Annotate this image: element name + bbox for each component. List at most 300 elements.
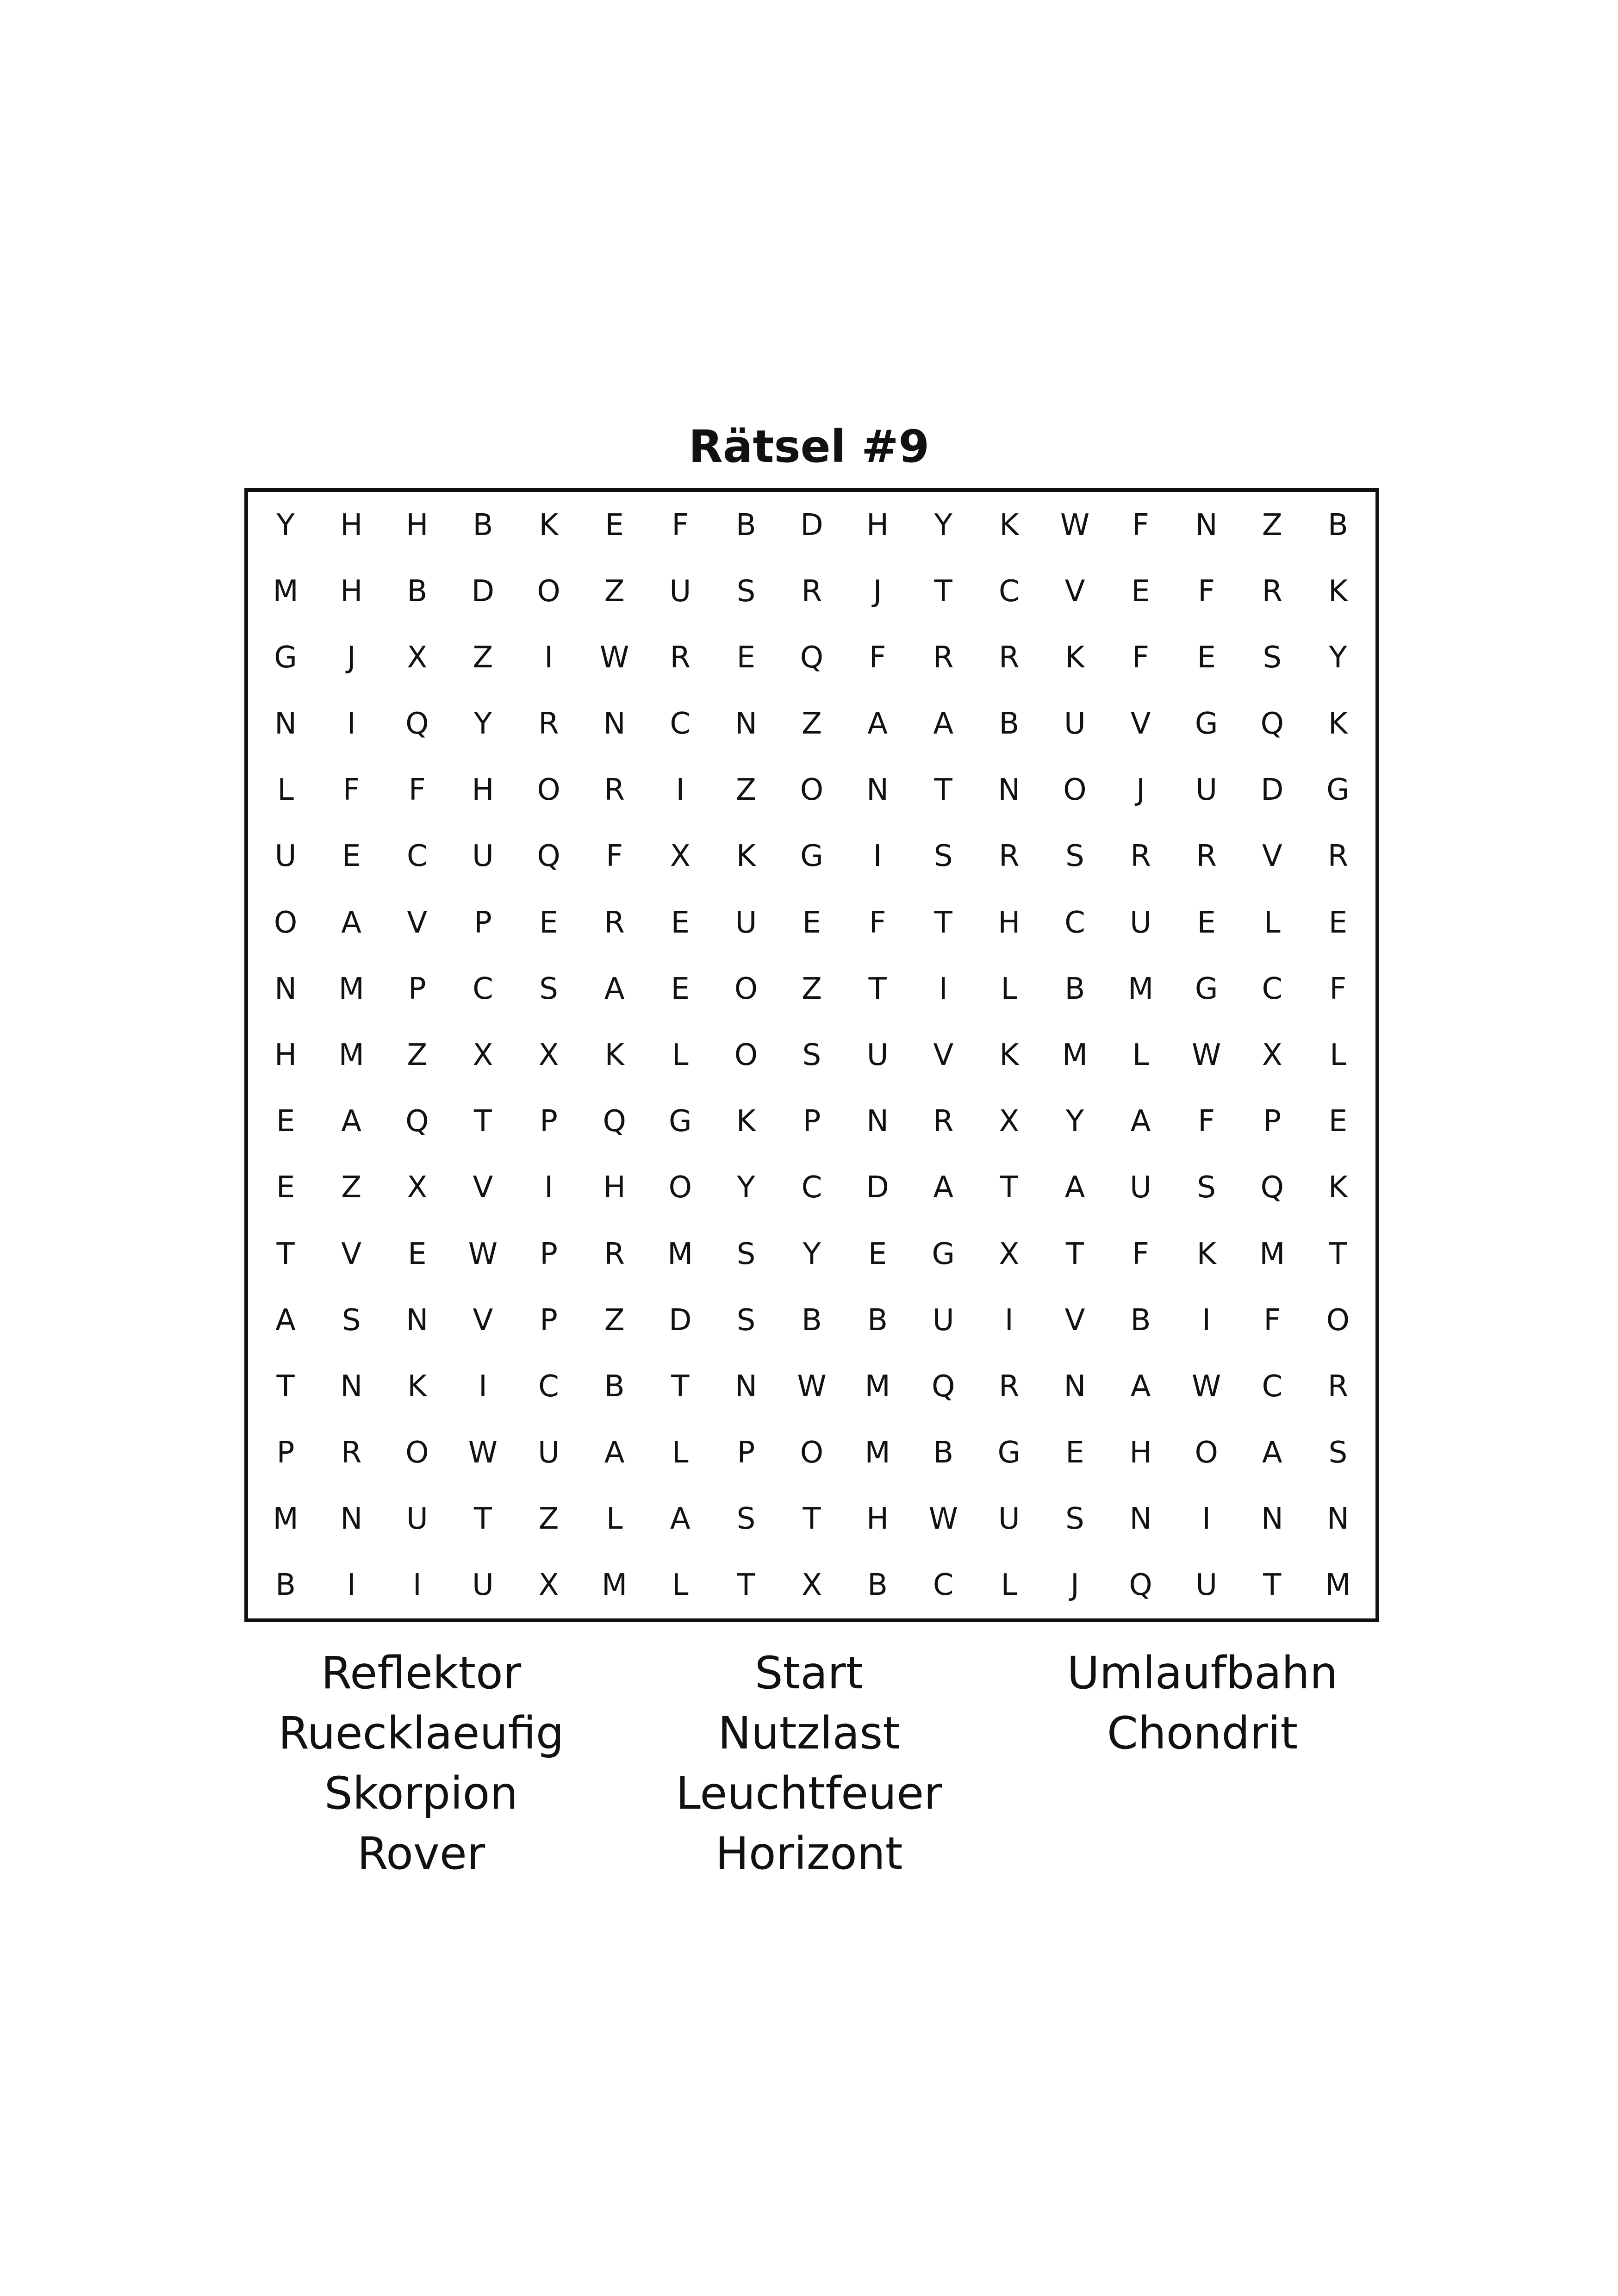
grid-cell: Q [1260,707,1284,741]
grid-cell: S [736,1237,756,1271]
grid-cell: Q [405,1104,429,1139]
grid-cell: R [999,1369,1020,1404]
grid-cell: E [1197,640,1216,675]
grid-cell: U [1130,905,1151,940]
grid-cell: C [670,707,691,741]
grid-cell: B [407,574,428,609]
grid-cell: B [933,1436,954,1470]
grid-cell: T [934,773,952,808]
grid-cell: F [1132,640,1149,675]
grid-cell: U [472,1568,494,1603]
grid-cell: F [342,773,360,808]
grid-cell: Q [603,1104,626,1139]
word-item: Nutzlast [718,1707,900,1759]
grid-cell: V [407,905,428,940]
word-item: Rover [357,1828,485,1879]
grid-cell: M [1127,971,1154,1006]
grid-cell: T [276,1369,295,1404]
grid-cell: Z [473,640,493,675]
grid-cell: I [544,640,553,675]
grid-cell: Q [405,707,429,741]
grid-cell: N [866,1104,889,1139]
grid-cell: N [340,1502,363,1537]
grid-cell: M [338,1038,364,1072]
grid-cell: T [671,1369,690,1404]
grid-cell: W [1192,1038,1221,1072]
grid-cell: D [1261,773,1284,808]
grid-cell: O [405,1436,429,1470]
grid-cell: T [1000,1170,1018,1205]
grid-cell: H [472,773,494,808]
grid-cell: X [802,1568,822,1603]
grid-cell: R [538,707,559,741]
grid-cell: P [737,1436,755,1470]
grid-cell: K [539,508,559,542]
grid-cell: W [1060,508,1090,542]
grid-cell: U [932,1303,954,1338]
grid-cell: I [1004,1303,1014,1338]
grid-cell: E [802,905,821,940]
grid-cell: R [933,640,954,675]
grid-cell: B [1327,508,1348,542]
grid-cell: K [999,1038,1019,1072]
grid-cell: V [1130,707,1151,741]
grid-cell: I [939,971,948,1006]
grid-cell: W [797,1369,827,1404]
grid-cell: T [737,1568,755,1603]
grid-cell: H [274,1038,297,1072]
grid-cell: C [801,1170,822,1205]
grid-cell: E [1328,905,1348,940]
grid-cell: A [670,1502,691,1537]
grid-cell: A [341,1104,362,1139]
grid-cell: A [1130,1369,1151,1404]
grid-cell: B [604,1369,625,1404]
grid-cell: R [1196,839,1217,874]
grid-cell: H [340,508,363,542]
grid-cell: A [275,1303,296,1338]
grid-cell: R [999,839,1020,874]
grid-cell: N [603,707,626,741]
grid-cell: R [1327,839,1349,874]
grid-cell: Q [1260,1170,1284,1205]
grid-cell: P [474,905,492,940]
grid-cell: N [998,773,1021,808]
grid-cell: U [998,1502,1020,1537]
grid-cell: A [1064,1170,1085,1205]
grid-cell: S [736,1502,756,1537]
grid-cell: U [1130,1170,1151,1205]
grid-cell: W [1192,1369,1221,1404]
grid-cell: Z [802,971,822,1006]
grid-cell: F [1263,1303,1281,1338]
grid-cell: X [538,1038,559,1072]
grid-cell: A [604,971,625,1006]
grid-cell: F [606,839,623,874]
grid-cell: U [1195,773,1218,808]
grid-cell: Y [276,508,295,542]
grid-cell: U [274,839,297,874]
word-item: Start [754,1647,864,1699]
grid-cell: C [1262,1369,1283,1404]
grid-cell: Q [1129,1568,1152,1603]
grid-cell: Z [407,1038,428,1072]
grid-cell: K [1328,574,1348,609]
grid-cell: E [1197,905,1216,940]
grid-cell: G [997,1436,1021,1470]
grid-cell: R [1327,1369,1349,1404]
grid-cell: H [603,1170,626,1205]
grid-cell: P [540,1104,558,1139]
grid-cell: B [275,1568,296,1603]
grid-cell: M [1259,1237,1285,1271]
grid-cell: J [873,574,882,609]
grid-cell: R [604,1237,625,1271]
word-item: Ruecklaeufig [278,1707,564,1759]
grid-cell: Y [737,1170,755,1205]
grid-cell: W [468,1436,498,1470]
grid-cell: V [1064,1303,1085,1338]
grid-cell: I [478,1369,487,1404]
grid-cell: U [472,839,494,874]
grid-cell: T [934,905,952,940]
grid-cell: S [736,574,756,609]
grid-cell: R [1130,839,1151,874]
grid-cell: A [341,905,362,940]
grid-cell: C [406,839,428,874]
grid-cell: Y [803,1237,821,1271]
grid-cell: Q [537,839,560,874]
grid-cell: Y [473,707,492,741]
grid-cell: X [407,1170,428,1205]
grid-cell: Z [604,1303,625,1338]
grid-cell: O [734,1038,758,1072]
grid-cell: I [412,1568,422,1603]
grid-cell: S [1263,640,1282,675]
grid-cell: I [347,707,356,741]
grid-cell: C [1064,905,1085,940]
grid-cell: O [734,971,758,1006]
grid-cell: T [1263,1568,1282,1603]
grid-cell: E [408,1237,427,1271]
grid-cell: S [1065,839,1084,874]
grid-cell: N [734,707,757,741]
grid-cell: C [1262,971,1283,1006]
grid-cell: E [671,971,690,1006]
grid-cell: F [869,640,886,675]
grid-cell: O [274,905,298,940]
grid-cell: F [672,508,689,542]
grid-cell: S [1328,1436,1348,1470]
grid-cell: T [803,1502,821,1537]
word-column-3 [994,1643,1411,1763]
grid-cell: A [1130,1104,1151,1139]
word-column-2 [601,1643,1017,1884]
grid-cell: Z [1262,508,1282,542]
grid-cell: A [1262,1436,1282,1470]
grid-cell: G [800,839,823,874]
grid-cell: L [1001,1568,1018,1603]
grid-cell: V [1064,574,1085,609]
grid-cell: K [736,1104,756,1139]
grid-cell: P [540,1303,558,1338]
letter-grid [244,488,1379,1622]
grid-cell: C [933,1568,954,1603]
grid-cell: H [340,574,363,609]
grid-cell: E [671,905,690,940]
grid-cell: O [800,773,824,808]
grid-cell: P [276,1436,295,1470]
grid-cell: X [538,1568,559,1603]
grid-cell: T [473,1502,492,1537]
grid-cell: M [1062,1038,1088,1072]
grid-cell: L [672,1568,689,1603]
grid-cell: G [1195,707,1218,741]
grid-cell: X [999,1104,1020,1139]
grid-cell: E [868,1237,887,1271]
word-item: Horizont [715,1828,903,1879]
grid-cell: G [1195,971,1218,1006]
grid-cell: V [473,1170,493,1205]
grid-cell: R [604,905,625,940]
grid-cell: K [736,839,756,874]
grid-cell: H [406,508,429,542]
grid-cell: T [1329,1237,1347,1271]
word-list [0,1643,1618,1884]
grid-cell: Z [735,773,756,808]
grid-cell: V [473,1303,493,1338]
grid-cell: S [342,1303,361,1338]
grid-cell: L [277,773,294,808]
grid-cell: F [1132,508,1149,542]
grid-cell: P [540,1237,558,1271]
grid-cell: K [1328,1170,1348,1205]
grid-cell: P [803,1104,821,1139]
grid-cell: O [1195,1436,1218,1470]
grid-cell: B [473,508,493,542]
grid-cell: D [471,574,495,609]
grid-cell: S [539,971,558,1006]
grid-cell: K [407,1369,427,1404]
grid-cell: A [604,1436,625,1470]
grid-cell: Q [932,1369,955,1404]
grid-cell: T [473,1104,492,1139]
grid-cell: L [1001,971,1018,1006]
grid-cell: W [928,1502,958,1537]
grid-cell: J [1136,773,1145,808]
grid-cell: N [1326,1502,1349,1537]
grid-cell: U [406,1502,428,1537]
grid-cell: S [1065,1502,1084,1537]
grid-cell: C [473,971,493,1006]
grid-cell: N [274,707,297,741]
grid-cell: U [669,574,691,609]
grid-cell: W [600,640,629,675]
grid-cell: F [1198,574,1215,609]
grid-cell: I [676,773,685,808]
grid-cell: F [1132,1237,1149,1271]
grid-cell: T [868,971,887,1006]
grid-cell: V [1262,839,1282,874]
grid-cell: E [276,1104,295,1139]
grid-cell: N [340,1369,363,1404]
word-item: Umlaufbahn [1067,1647,1338,1699]
grid-cell: E [1328,1104,1348,1139]
grid-cell: E [276,1170,295,1205]
grid-cell: M [273,574,299,609]
grid-cell: T [1065,1237,1084,1271]
grid-cell: E [605,508,624,542]
grid-cell: D [800,508,823,542]
grid-cell: C [999,574,1020,609]
grid-cell: F [1329,971,1347,1006]
word-item: Chondrit [1107,1707,1298,1759]
grid-cell: Y [1065,1104,1084,1139]
grid-cell: X [473,1038,493,1072]
grid-cell: U [1064,707,1086,741]
grid-cell: R [1262,574,1283,609]
grid-cell: L [1330,1038,1346,1072]
grid-cell: X [670,839,691,874]
grid-cell: K [1196,1237,1216,1271]
grid-cell: A [933,707,954,741]
grid-cell: Z [802,707,822,741]
grid-cell: L [606,1502,623,1537]
grid-cell: X [407,640,428,675]
grid-cell: N [1261,1502,1283,1537]
grid-cell: K [1328,707,1348,741]
grid-cell: B [867,1303,888,1338]
grid-cell: E [736,640,756,675]
grid-cell: O [537,574,560,609]
grid-cell: U [538,1436,560,1470]
grid-cell: P [1263,1104,1282,1139]
word-column-1 [213,1643,629,1884]
grid-cell: C [538,1369,559,1404]
grid-cell: N [1064,1369,1086,1404]
grid-cell: B [1064,971,1085,1006]
grid-cell: O [537,773,560,808]
word-item: Skorpion [324,1767,518,1819]
grid-cell: M [273,1502,299,1537]
grid-cell: R [999,640,1020,675]
grid-cell: E [539,905,558,940]
grid-cell: I [1202,1303,1211,1338]
grid-cell: D [866,1170,889,1205]
grid-cell: I [347,1568,356,1603]
grid-cell: N [866,773,889,808]
grid-cell: G [1326,773,1350,808]
word-item: Reflektor [321,1647,522,1699]
grid-cell: Y [1329,640,1347,675]
grid-cell: K [1065,640,1085,675]
grid-cell: G [932,1237,955,1271]
puzzle-title: Rätsel #9 [688,421,930,473]
grid-cell: M [667,1237,693,1271]
grid-cell: X [1262,1038,1282,1072]
grid-cell: O [1326,1303,1350,1338]
grid-cell: O [1063,773,1087,808]
grid-cell: W [468,1237,498,1271]
grid-cell: A [933,1170,954,1205]
grid-cell: I [1202,1502,1211,1537]
grid-cell: G [274,640,297,675]
grid-cell: Y [934,508,952,542]
grid-cell: R [801,574,822,609]
grid-cell: N [734,1369,757,1404]
grid-cell: M [865,1369,890,1404]
grid-cell: E [1131,574,1150,609]
grid-cell: S [802,1038,821,1072]
grid-cell: U [1195,1568,1218,1603]
grid-cell: I [873,839,882,874]
grid-cell: Z [341,1170,362,1205]
grid-cell: N [1195,508,1218,542]
grid-cell: U [735,905,757,940]
grid-cell: V [341,1237,362,1271]
grid-cell: Q [800,640,824,675]
grid-cell: N [274,971,297,1006]
grid-cell: Z [538,1502,559,1537]
grid-cell: M [602,1568,628,1603]
grid-cell: R [341,1436,362,1470]
grid-cell: L [672,1038,689,1072]
grid-cell: R [604,773,625,808]
grid-cell: O [800,1436,824,1470]
grid-cell: E [1065,1436,1084,1470]
grid-cell: F [869,905,886,940]
grid-cell: F [408,773,426,808]
grid-cell: D [669,1303,692,1338]
word-item: Leuchtfeuer [676,1767,942,1819]
grid-cell: H [866,1502,889,1537]
grid-cell: I [544,1170,553,1205]
grid-cell: B [1130,1303,1151,1338]
grid-cell: X [999,1237,1020,1271]
grid-cell: L [1263,905,1281,940]
grid-cell: H [866,508,889,542]
grid-cell: A [867,707,888,741]
grid-cell: M [865,1436,890,1470]
grid-cell: H [1129,1436,1152,1470]
grid-cell: O [668,1170,692,1205]
grid-cell: J [1070,1568,1079,1603]
grid-cell: H [998,905,1021,940]
grid-cell: S [933,839,953,874]
grid-cell: B [867,1568,888,1603]
grid-cell: T [276,1237,295,1271]
grid-cell: R [933,1104,954,1139]
grid-cell: J [347,640,356,675]
grid-cell: T [934,574,952,609]
grid-cell: F [1198,1104,1215,1139]
grid-cell: N [406,1303,429,1338]
grid-cell: P [408,971,426,1006]
grid-cell: B [735,508,756,542]
grid-cell: S [1197,1170,1216,1205]
grid-cell: N [1129,1502,1152,1537]
grid-cell: B [802,1303,822,1338]
grid-cell: E [342,839,361,874]
grid-cell: M [1325,1568,1351,1603]
grid-cell: V [933,1038,954,1072]
grid-cell: Z [604,574,625,609]
grid-cell: L [672,1436,689,1470]
grid-cell: K [604,1038,624,1072]
grid-cell: B [999,707,1020,741]
grid-cell: M [338,971,364,1006]
grid-cell: K [999,508,1019,542]
